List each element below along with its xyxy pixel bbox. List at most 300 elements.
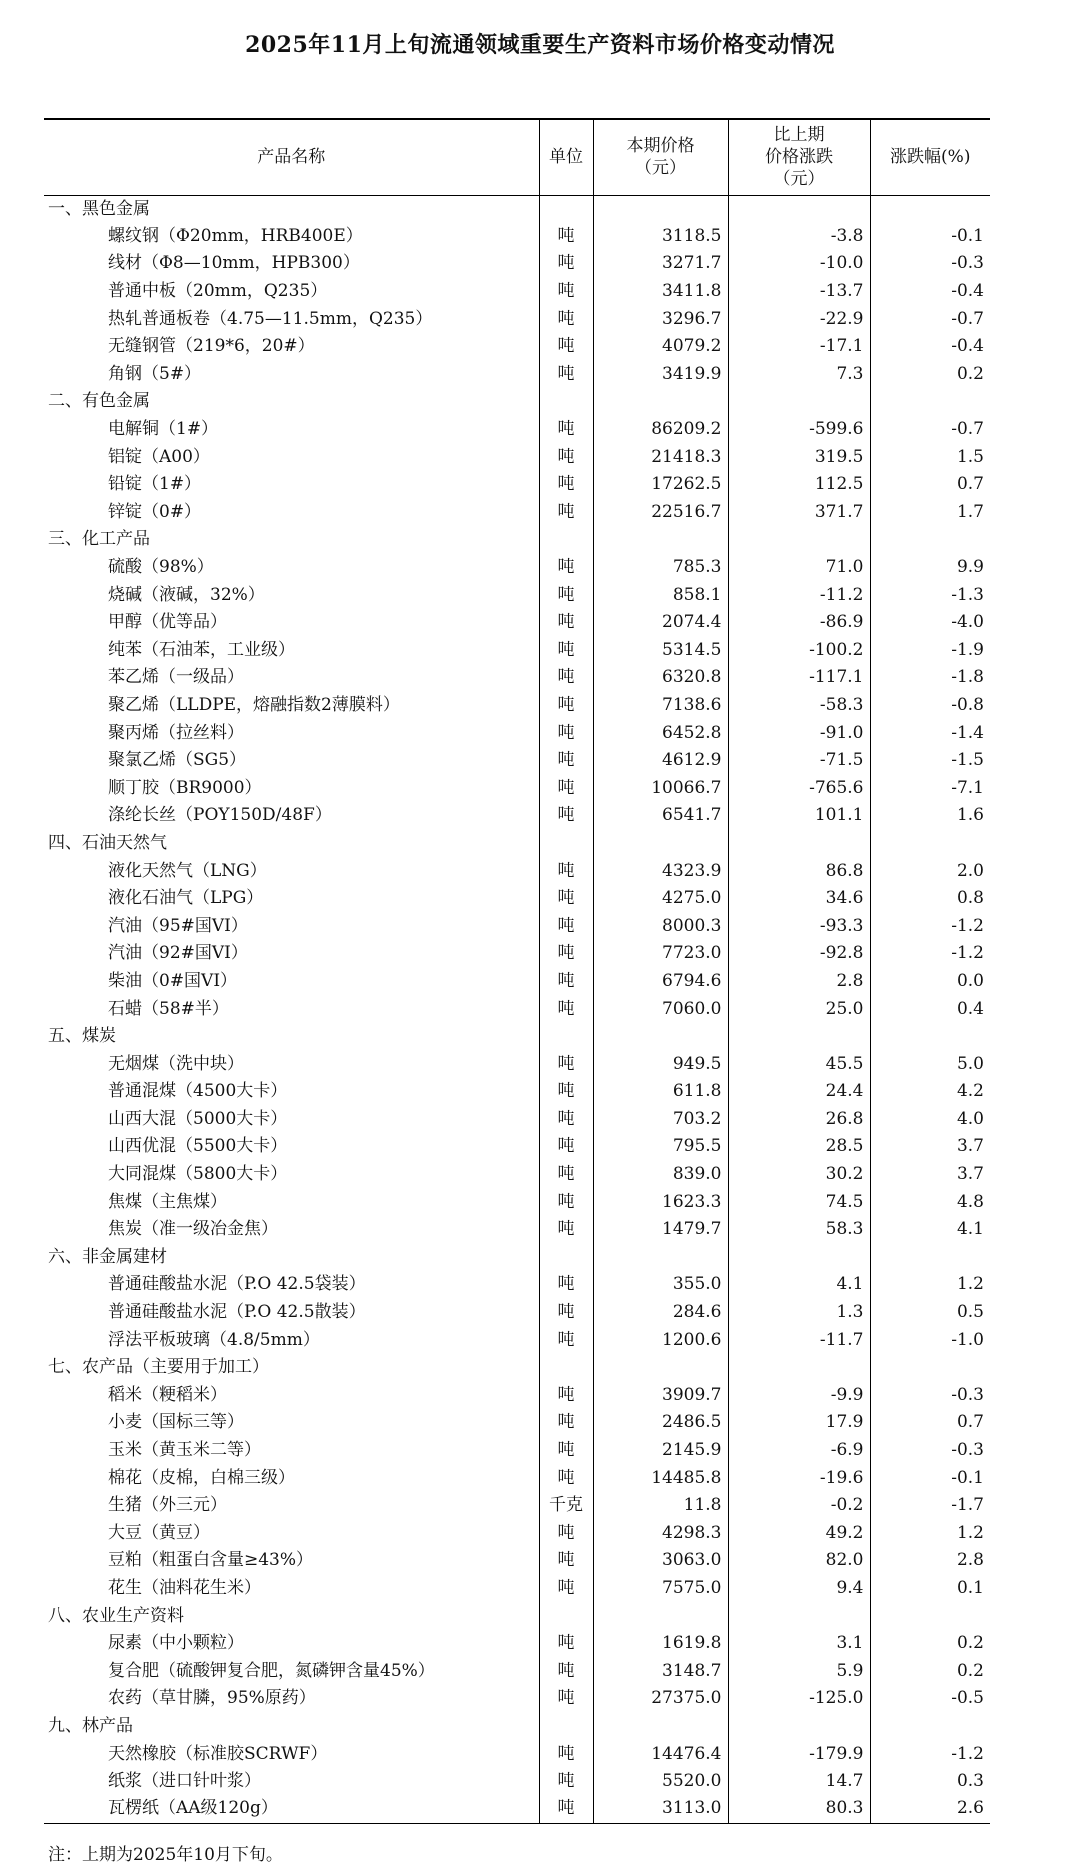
change-cell: 17.9 — [728, 1409, 870, 1437]
unit-cell — [539, 388, 593, 416]
price-cell: 7060.0 — [593, 995, 728, 1023]
product-name-cell: 八、农业生产资料 — [48, 1605, 184, 1626]
pct-cell: 3.7 — [870, 1133, 990, 1161]
product-name-cell: 六、非金属建材 — [48, 1246, 167, 1267]
unit-cell: 吨 — [539, 250, 593, 278]
change-cell: 82.0 — [728, 1547, 870, 1575]
unit-cell: 吨 — [539, 747, 593, 775]
product-name-cell: 一、黑色金属 — [48, 198, 150, 219]
price-cell: 6794.6 — [593, 968, 728, 996]
pct-cell: -0.3 — [870, 250, 990, 278]
product-name-cell: 稻米（粳稻米） — [108, 1384, 227, 1405]
unit-cell: 吨 — [539, 1326, 593, 1354]
price-cell — [593, 1023, 728, 1051]
price-cell: 3271.7 — [593, 250, 728, 278]
unit-cell: 吨 — [539, 581, 593, 609]
product-name-cell: 农药（草甘膦，95%原药） — [108, 1688, 316, 1709]
pct-cell: -0.8 — [870, 692, 990, 720]
unit-cell: 吨 — [539, 1437, 593, 1465]
price-cell: 21418.3 — [593, 443, 728, 471]
change-cell — [728, 1713, 870, 1741]
header-pct: 涨跌幅(%) — [870, 119, 990, 195]
price-cell: 4612.9 — [593, 747, 728, 775]
price-cell: 3148.7 — [593, 1657, 728, 1685]
product-name-cell: 顺丁胶（BR9000） — [108, 777, 262, 798]
change-cell: -11.2 — [728, 581, 870, 609]
product-name-cell: 铅锭（1#） — [108, 474, 202, 495]
change-cell: 80.3 — [728, 1795, 870, 1823]
pct-cell: 1.6 — [870, 802, 990, 830]
table-row — [44, 1464, 990, 1492]
price-cell: 4275.0 — [593, 885, 728, 913]
price-cell — [593, 195, 728, 223]
price-cell: 3419.9 — [593, 361, 728, 389]
pct-cell: -1.9 — [870, 637, 990, 665]
table-row — [44, 692, 990, 720]
category-row — [44, 1713, 990, 1741]
table-row — [44, 278, 990, 306]
table-row — [44, 664, 990, 692]
pct-cell: -0.3 — [870, 1437, 990, 1465]
unit-cell: 吨 — [539, 774, 593, 802]
table-row — [44, 1409, 990, 1437]
unit-cell: 吨 — [539, 499, 593, 527]
table-row — [44, 1795, 990, 1823]
product-name-cell: 螺纹钢（Φ20mm，HRB400E） — [108, 225, 363, 246]
pct-cell: -1.2 — [870, 912, 990, 940]
category-row — [44, 830, 990, 858]
table-row — [44, 609, 990, 637]
change-cell — [728, 1244, 870, 1272]
table-row — [44, 1326, 990, 1354]
product-name-cell: 焦煤（主焦煤） — [108, 1191, 227, 1212]
product-name-cell: 山西优混（5500大卡） — [108, 1136, 288, 1157]
unit-cell: 吨 — [539, 1795, 593, 1823]
price-cell: 4298.3 — [593, 1520, 728, 1548]
category-row — [44, 195, 990, 223]
product-name-cell: 液化天然气（LNG） — [108, 860, 267, 881]
price-cell — [593, 1354, 728, 1382]
pct-cell — [870, 1354, 990, 1382]
unit-cell: 吨 — [539, 443, 593, 471]
price-cell: 839.0 — [593, 1161, 728, 1189]
category-row — [44, 526, 990, 554]
unit-cell: 吨 — [539, 1216, 593, 1244]
unit-cell: 吨 — [539, 1271, 593, 1299]
product-name-cell: 液化石油气（LPG） — [108, 888, 264, 909]
price-cell: 3909.7 — [593, 1382, 728, 1410]
pct-cell: 2.8 — [870, 1547, 990, 1575]
product-name-cell: 大同混煤（5800大卡） — [108, 1164, 288, 1185]
price-cell: 8000.3 — [593, 912, 728, 940]
change-cell: 28.5 — [728, 1133, 870, 1161]
pct-cell: -0.3 — [870, 1382, 990, 1410]
price-cell: 1619.8 — [593, 1630, 728, 1658]
change-cell: -0.2 — [728, 1492, 870, 1520]
unit-cell: 吨 — [539, 1299, 593, 1327]
pct-cell — [870, 1713, 990, 1741]
pct-cell — [870, 1244, 990, 1272]
table-row — [44, 250, 990, 278]
price-cell: 3411.8 — [593, 278, 728, 306]
unit-cell: 吨 — [539, 692, 593, 720]
product-name-cell: 聚氯乙烯（SG5） — [108, 750, 247, 771]
change-cell: 58.3 — [728, 1216, 870, 1244]
unit-cell: 吨 — [539, 1575, 593, 1603]
table-body — [44, 195, 990, 1823]
category-row — [44, 1023, 990, 1051]
pct-cell: 1.5 — [870, 443, 990, 471]
change-cell: 14.7 — [728, 1768, 870, 1796]
product-name-cell: 无缝钢管（219*6，20#） — [108, 336, 315, 357]
unit-cell: 吨 — [539, 995, 593, 1023]
price-cell: 3063.0 — [593, 1547, 728, 1575]
unit-cell — [539, 526, 593, 554]
price-cell: 1479.7 — [593, 1216, 728, 1244]
pct-cell: -0.5 — [870, 1685, 990, 1713]
change-cell: -6.9 — [728, 1437, 870, 1465]
pct-cell: -0.1 — [870, 223, 990, 251]
price-cell — [593, 388, 728, 416]
header-change-line-1: 比上期 — [773, 125, 825, 146]
unit-cell — [539, 195, 593, 223]
price-cell: 785.3 — [593, 554, 728, 582]
pct-cell — [870, 388, 990, 416]
pct-cell: 0.2 — [870, 1630, 990, 1658]
change-cell: 112.5 — [728, 471, 870, 499]
pct-cell: -0.4 — [870, 278, 990, 306]
table-row — [44, 416, 990, 444]
unit-cell — [539, 830, 593, 858]
change-cell: 25.0 — [728, 995, 870, 1023]
unit-cell: 吨 — [539, 278, 593, 306]
pct-cell: 0.3 — [870, 1768, 990, 1796]
unit-cell: 吨 — [539, 554, 593, 582]
price-cell: 4323.9 — [593, 857, 728, 885]
product-name-cell: 甲醇（优等品） — [108, 612, 227, 633]
table-row — [44, 857, 990, 885]
change-cell: -117.1 — [728, 664, 870, 692]
header-name: 产品名称 — [44, 119, 539, 195]
product-name-cell: 石蜡（58#半） — [108, 998, 229, 1019]
product-name-cell: 豆粕（粗蛋白含量≥43%） — [108, 1550, 314, 1571]
pct-cell: -1.7 — [870, 1492, 990, 1520]
header-price — [593, 119, 728, 195]
unit-cell: 吨 — [539, 1382, 593, 1410]
price-cell: 7575.0 — [593, 1575, 728, 1603]
change-cell: 1.3 — [728, 1299, 870, 1327]
table-row — [44, 581, 990, 609]
pct-cell: 2.0 — [870, 857, 990, 885]
price-cell: 5314.5 — [593, 637, 728, 665]
table-row — [44, 499, 990, 527]
product-name-cell: 铝锭（A00） — [108, 446, 210, 467]
product-name-cell: 纸浆（进口针叶浆） — [108, 1771, 261, 1792]
change-cell: 24.4 — [728, 1078, 870, 1106]
price-cell: 3113.0 — [593, 1795, 728, 1823]
product-name-cell: 大豆（黄豆） — [108, 1522, 210, 1543]
change-cell: 26.8 — [728, 1106, 870, 1134]
pct-cell: 0.8 — [870, 885, 990, 913]
product-name-cell: 汽油（95#国VI） — [108, 915, 248, 936]
price-cell — [593, 526, 728, 554]
price-cell — [593, 1602, 728, 1630]
table-row — [44, 747, 990, 775]
pct-cell: 0.1 — [870, 1575, 990, 1603]
price-cell — [593, 1244, 728, 1272]
change-cell: -599.6 — [728, 416, 870, 444]
pct-cell: 4.0 — [870, 1106, 990, 1134]
footnote: 注：上期为2025年10月下旬。 — [48, 1845, 283, 1865]
price-cell: 2486.5 — [593, 1409, 728, 1437]
table-row — [44, 333, 990, 361]
product-name-cell: 无烟煤（洗中块） — [108, 1053, 244, 1074]
product-name-cell: 柴油（0#国VI） — [108, 970, 238, 991]
pct-cell: 4.2 — [870, 1078, 990, 1106]
pct-cell: 0.0 — [870, 968, 990, 996]
table-row — [44, 1630, 990, 1658]
table-row — [44, 471, 990, 499]
price-cell: 355.0 — [593, 1271, 728, 1299]
change-cell: 34.6 — [728, 885, 870, 913]
table-row — [44, 802, 990, 830]
price-table — [44, 118, 990, 1824]
header-unit: 单位 — [539, 119, 593, 195]
unit-cell: 吨 — [539, 333, 593, 361]
price-cell: 7138.6 — [593, 692, 728, 720]
price-cell: 11.8 — [593, 1492, 728, 1520]
header-change — [728, 119, 870, 195]
change-cell — [728, 526, 870, 554]
change-cell: 30.2 — [728, 1161, 870, 1189]
product-name-cell: 硫酸（98%） — [108, 557, 214, 578]
change-cell: 2.8 — [728, 968, 870, 996]
table-row — [44, 1078, 990, 1106]
change-cell: 45.5 — [728, 1050, 870, 1078]
product-name-cell: 锌锭（0#） — [108, 501, 202, 522]
product-name-cell: 四、石油天然气 — [48, 832, 167, 853]
product-name-cell: 聚丙烯（拉丝料） — [108, 722, 244, 743]
pct-cell: 4.8 — [870, 1188, 990, 1216]
table-row — [44, 1740, 990, 1768]
pct-cell: -0.7 — [870, 416, 990, 444]
price-cell: 7723.0 — [593, 940, 728, 968]
table-row — [44, 719, 990, 747]
pct-cell — [870, 526, 990, 554]
product-name-cell: 线材（Φ8—10mm，HPB300） — [108, 253, 360, 274]
table-row — [44, 305, 990, 333]
pct-cell: 0.7 — [870, 471, 990, 499]
product-name-cell: 纯苯（石油苯，工业级） — [108, 639, 295, 660]
table-row — [44, 443, 990, 471]
price-cell — [593, 830, 728, 858]
price-cell: 22516.7 — [593, 499, 728, 527]
change-cell — [728, 1023, 870, 1051]
table-row — [44, 1299, 990, 1327]
product-name-cell: 生猪（外三元） — [108, 1495, 227, 1516]
table-row — [44, 1382, 990, 1410]
price-cell: 6320.8 — [593, 664, 728, 692]
pct-cell: -4.0 — [870, 609, 990, 637]
product-name-cell: 普通混煤（4500大卡） — [108, 1081, 288, 1102]
price-cell: 1200.6 — [593, 1326, 728, 1354]
price-cell: 14476.4 — [593, 1740, 728, 1768]
unit-cell: 吨 — [539, 609, 593, 637]
product-name-cell: 热轧普通板卷（4.75—11.5mm，Q235） — [108, 308, 433, 329]
pct-cell: 9.9 — [870, 554, 990, 582]
table-row — [44, 223, 990, 251]
price-cell: 2145.9 — [593, 1437, 728, 1465]
category-row — [44, 388, 990, 416]
product-name-cell: 焦炭（准一级冶金焦） — [108, 1219, 278, 1240]
table-row — [44, 1492, 990, 1520]
unit-cell: 吨 — [539, 1630, 593, 1658]
unit-cell: 吨 — [539, 940, 593, 968]
unit-cell: 吨 — [539, 912, 593, 940]
change-cell: 4.1 — [728, 1271, 870, 1299]
pct-cell: 5.0 — [870, 1050, 990, 1078]
change-cell: -92.8 — [728, 940, 870, 968]
pct-cell: -1.0 — [870, 1326, 990, 1354]
product-name-cell: 七、农产品（主要用于加工） — [48, 1357, 269, 1378]
change-cell — [728, 1354, 870, 1382]
price-cell: 6541.7 — [593, 802, 728, 830]
product-name-cell: 涤纶长丝（POY150D/48F） — [108, 805, 332, 826]
table-row — [44, 1437, 990, 1465]
change-cell: -17.1 — [728, 333, 870, 361]
pct-cell: -7.1 — [870, 774, 990, 802]
unit-cell: 吨 — [539, 637, 593, 665]
pct-cell: -0.7 — [870, 305, 990, 333]
change-cell: 3.1 — [728, 1630, 870, 1658]
change-cell — [728, 830, 870, 858]
change-cell: -91.0 — [728, 719, 870, 747]
pct-cell: -0.4 — [870, 333, 990, 361]
unit-cell: 吨 — [539, 361, 593, 389]
pct-cell: 1.7 — [870, 499, 990, 527]
price-cell: 4079.2 — [593, 333, 728, 361]
category-row — [44, 1354, 990, 1382]
unit-cell: 吨 — [539, 1768, 593, 1796]
pct-cell: 3.7 — [870, 1161, 990, 1189]
table-row — [44, 1216, 990, 1244]
price-cell: 949.5 — [593, 1050, 728, 1078]
price-cell: 3296.7 — [593, 305, 728, 333]
table-row — [44, 1188, 990, 1216]
price-cell: 703.2 — [593, 1106, 728, 1134]
pct-cell: 2.6 — [870, 1795, 990, 1823]
pct-cell: -1.8 — [870, 664, 990, 692]
unit-cell: 吨 — [539, 664, 593, 692]
table-row — [44, 1768, 990, 1796]
price-cell: 6452.8 — [593, 719, 728, 747]
table-row — [44, 1575, 990, 1603]
change-cell — [728, 1602, 870, 1630]
table-row — [44, 1050, 990, 1078]
pct-cell: 4.1 — [870, 1216, 990, 1244]
pct-cell: -0.1 — [870, 1464, 990, 1492]
change-cell: -10.0 — [728, 250, 870, 278]
product-name-cell: 棉花（皮棉，白棉三级） — [108, 1467, 295, 1488]
change-cell: 371.7 — [728, 499, 870, 527]
unit-cell: 吨 — [539, 1740, 593, 1768]
product-name-cell: 山西大混（5000大卡） — [108, 1108, 288, 1129]
price-cell: 5520.0 — [593, 1768, 728, 1796]
unit-cell — [539, 1354, 593, 1382]
change-cell: 49.2 — [728, 1520, 870, 1548]
pct-cell: -1.2 — [870, 940, 990, 968]
pct-cell: -1.3 — [870, 581, 990, 609]
price-cell: 1623.3 — [593, 1188, 728, 1216]
table-row — [44, 995, 990, 1023]
product-name-cell: 电解铜（1#） — [108, 419, 219, 440]
table-row — [44, 940, 990, 968]
unit-cell: 吨 — [539, 857, 593, 885]
table-row — [44, 774, 990, 802]
pct-cell: -1.4 — [870, 719, 990, 747]
change-cell: 71.0 — [728, 554, 870, 582]
header-change-line-2: 价格涨跌 — [765, 147, 833, 168]
product-name-cell: 三、化工产品 — [48, 529, 150, 550]
change-cell: -11.7 — [728, 1326, 870, 1354]
change-cell: -9.9 — [728, 1382, 870, 1410]
product-name-cell: 普通硅酸盐水泥（P.O 42.5袋装） — [108, 1274, 366, 1295]
pct-cell: 0.2 — [870, 361, 990, 389]
pct-cell — [870, 1602, 990, 1630]
unit-cell: 吨 — [539, 1464, 593, 1492]
table-row — [44, 637, 990, 665]
unit-cell: 吨 — [539, 223, 593, 251]
change-cell: -765.6 — [728, 774, 870, 802]
unit-cell: 吨 — [539, 1133, 593, 1161]
change-cell: -22.9 — [728, 305, 870, 333]
unit-cell: 吨 — [539, 885, 593, 913]
product-name-cell: 小麦（国标三等） — [108, 1412, 244, 1433]
table-row — [44, 1685, 990, 1713]
pct-cell — [870, 195, 990, 223]
table-row — [44, 361, 990, 389]
change-cell: 319.5 — [728, 443, 870, 471]
pct-cell: 1.2 — [870, 1271, 990, 1299]
price-cell: 3118.5 — [593, 223, 728, 251]
change-cell: 9.4 — [728, 1575, 870, 1603]
unit-cell: 吨 — [539, 1409, 593, 1437]
change-cell: 5.9 — [728, 1657, 870, 1685]
unit-cell: 吨 — [539, 1188, 593, 1216]
product-name-cell: 瓦楞纸（AA级120g） — [44, 1795, 539, 1823]
pct-cell: 1.2 — [870, 1520, 990, 1548]
change-cell: 74.5 — [728, 1188, 870, 1216]
table-row — [44, 554, 990, 582]
price-cell: 284.6 — [593, 1299, 728, 1327]
table-row — [44, 1520, 990, 1548]
unit-cell — [539, 1244, 593, 1272]
change-cell: -71.5 — [728, 747, 870, 775]
unit-cell: 吨 — [539, 1685, 593, 1713]
price-cell: 10066.7 — [593, 774, 728, 802]
table-row — [44, 1547, 990, 1575]
price-cell: 17262.5 — [593, 471, 728, 499]
unit-cell: 吨 — [539, 1078, 593, 1106]
header-price-line-1: 本期价格 — [626, 136, 695, 157]
table-row — [44, 968, 990, 996]
unit-cell: 吨 — [539, 719, 593, 747]
change-cell: -86.9 — [728, 609, 870, 637]
change-cell: -179.9 — [728, 1740, 870, 1768]
table-row — [44, 1161, 990, 1189]
product-name-cell: 天然橡胶（标准胶SCRWF） — [108, 1743, 328, 1764]
pct-cell: 0.4 — [870, 995, 990, 1023]
